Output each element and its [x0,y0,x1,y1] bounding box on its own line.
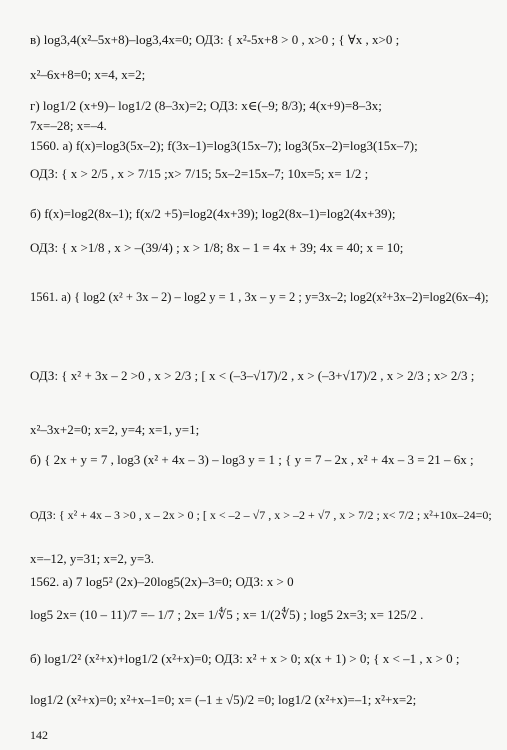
text-line: в) log3,4(x²–5x+8)–log3,4x=0; ОДЗ: { x²-5x+8 > 0 , x>0 ; { ∀x , x>0 ; [30,32,400,47]
text-line: б) { 2x + y = 7 , log3 (x² + 4x – 3) – log3 y = 1 ; { y = 7 – 2x , x² + 4x – 3 = 21 – 6x ; [30,452,474,467]
text-line: б) f(x)=log2(8x–1); f(x/2 +5)=log2(4x+39); log2(8x–1)=log2(4x+39); [30,206,396,221]
text-line: log5 2x= (10 – 11)/7 =– 1/7 ; 2x= 1/∜5 ; x= 1/(2∜5) ; log5 2x=3; x= 125/2 . [30,607,424,622]
text-line: ОДЗ: { x² + 3x – 2 >0 , x > 2/3 ; [ x < (–3–√17)/2 , x > (–3+√17)/2 , x > 2/3 ; x> 2/3 ; [30,368,475,383]
text-line: ОДЗ: { x > 2/5 , x > 7/15 ;x> 7/15; 5x–2=15x–7; 10x=5; x= 1/2 ; [30,166,369,181]
text-line: б) log1/2² (x²+x)+log1/2 (x²+x)=0; ОДЗ: x² + x > 0; x(x + 1) > 0; { x < –1 , x > 0 ; [30,651,460,666]
text-line: 1561. а) { log2 (x² + 3x – 2) – log2 y = 1 , 3x – y = 2 ; y=3x–2; log2(x²+3x–2)=log2(6x–4); [30,290,489,304]
text-line: x²–6x+8=0; x=4, x=2; [30,67,146,82]
text-line: г) log1/2 (x+9)– log1/2 (8–3x)=2; ОДЗ: x∈(–9; 8/3); 4(x+9)=8–3x; [30,98,382,113]
text-line: log1/2 (x²+x)=0; x²+x–1=0; x= (–1 ± √5)/2 =0; log1/2 (x²+x)=–1; x²+x=2; [30,692,417,707]
page-number: 142 [30,728,48,742]
text-line: 1562. а) 7 log5² (2x)–20log5(2x)–3=0; ОДЗ: x > 0 [30,574,294,589]
text-line: x=–12, y=31; x=2, y=3. [30,551,154,566]
text-line: ОДЗ: { x >1/8 , x > –(39/4) ; x > 1/8; 8x – 1 = 4x + 39; 4x = 40; x = 10; [30,240,404,255]
text-line: 1560. а) f(x)=log3(5x–2); f(3x–1)=log3(15x–7); log3(5x–2)=log3(15x–7); [30,138,418,153]
text-line: x²–3x+2=0; x=2, y=4; x=1, y=1; [30,422,200,437]
text-line: 7x=–28; x=–4. [30,118,107,133]
text-line: ОДЗ: { x² + 4x – 3 >0 , x – 2x > 0 ; [ x < –2 – √7 , x > –2 + √7 , x > 7/2 ; x< 7/2 ; x²+10x–24=0; [30,508,492,522]
